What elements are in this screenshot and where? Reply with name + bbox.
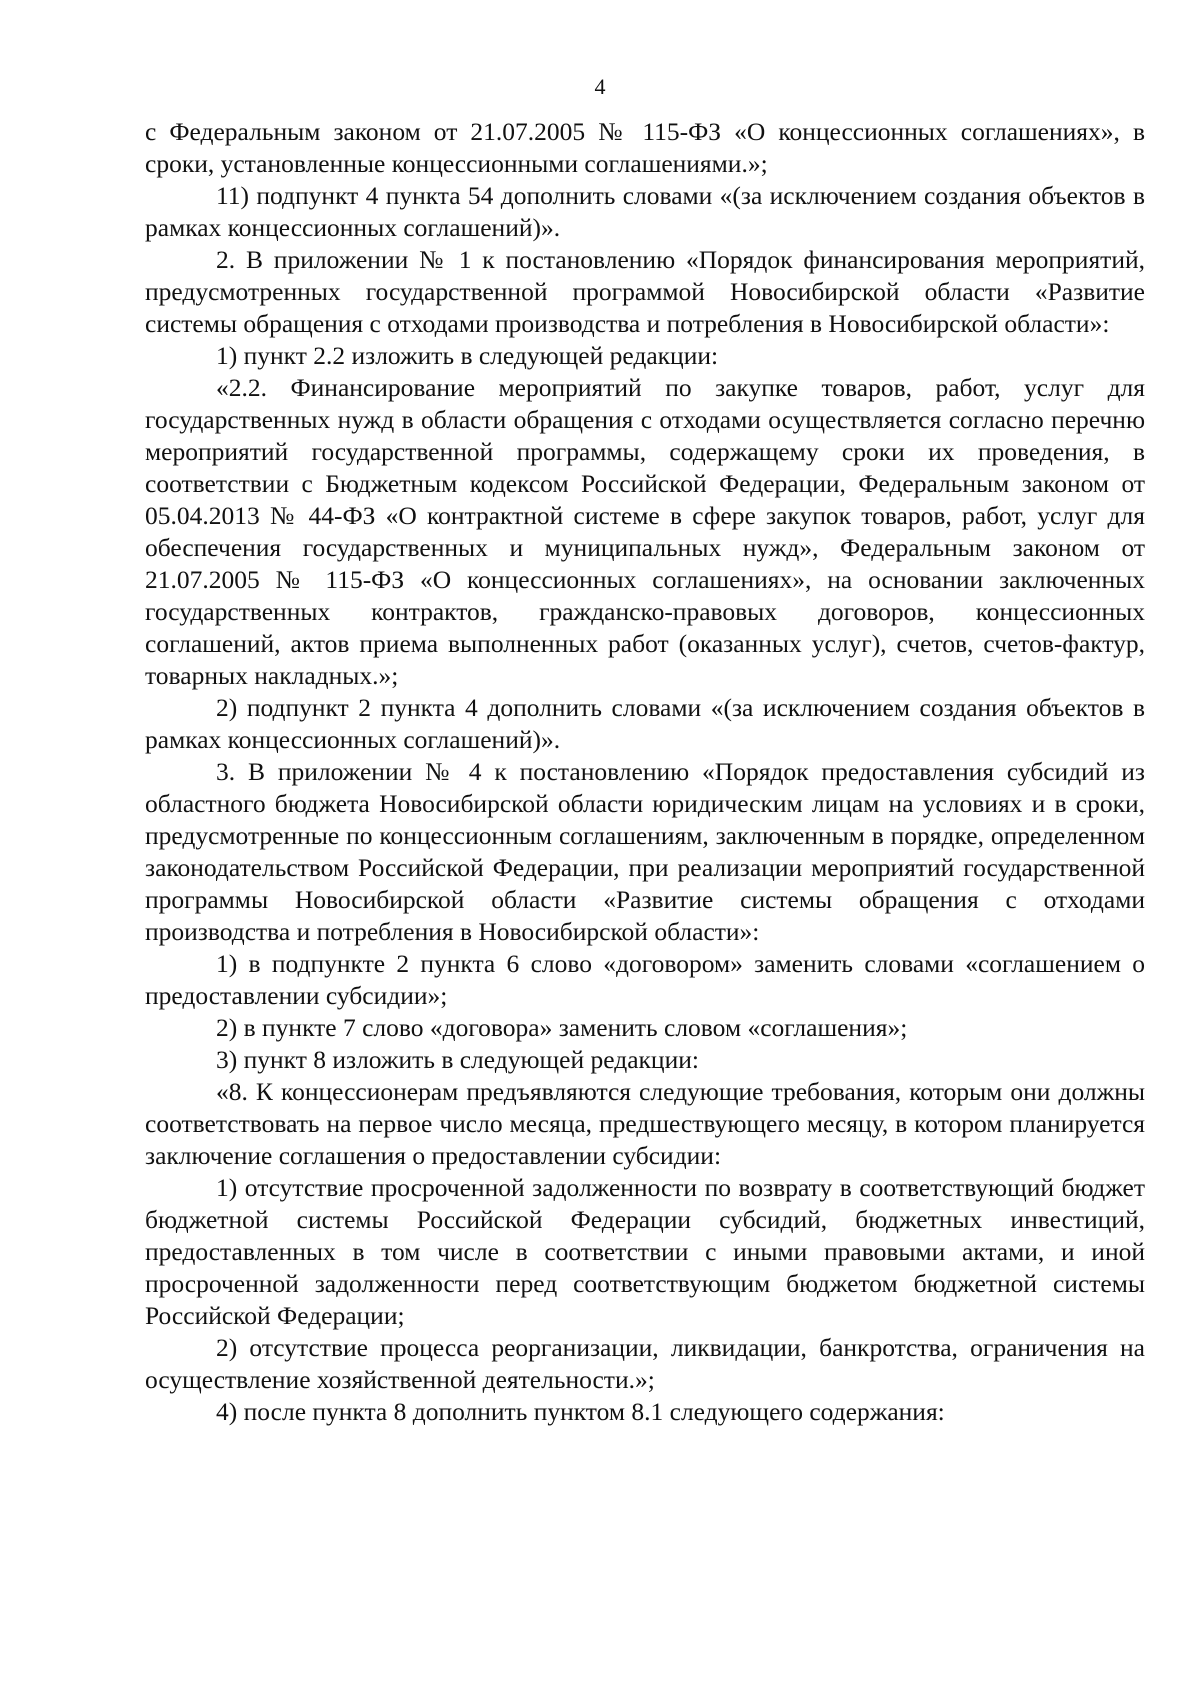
paragraph-clause-8: «8. К концессионерам предъявляются следующие требования, которым они должны соответствовать на первое число месяца, предшествующего месяцу, в котором планируется заключение соглашения о предоставлении субсидии: [145,1077,1145,1170]
document-body [145,116,1145,1428]
paragraph-section-3-item-2: 2) в пункте 7 слово «договора» заменить словом «соглашения»; [216,1013,908,1042]
paragraph-clause-8-item-1: 1) отсутствие просроченной задолженности по возврату в соответствующий бюджет бюджетной системы Российской Федерации субсидий, бюджетных инвестиций, предоставленных в том числе в соответствии с иными правовыми актами, и иной просроченной задолженности перед соответствующим бюджетом бюджетной системы Российской Федерации; [145,1173,1145,1330]
paragraph-item-11: 11) подпункт 4 пункта 54 дополнить словами «(за исключением создания объектов в рамках концессионных соглашений)». [145,181,1145,242]
paragraph-section-3-item-4: 4) после пункта 8 дополнить пунктом 8.1 следующего содержания: [216,1397,945,1426]
page-number: 4 [594,74,606,99]
paragraph-section-3-item-3: 3) пункт 8 изложить в следующей редакции: [216,1045,699,1074]
paragraph-clause-8-item-2: 2) отсутствие процесса реорганизации, ликвидации, банкротства, ограничения на осуществление хозяйственной деятельности.»; [145,1333,1145,1394]
paragraph-section-2-item-1: 1) пункт 2.2 изложить в следующей редакции: [216,341,719,370]
paragraph-section-2: 2. В приложении № 1 к постановлению «Порядок финансирования мероприятий, предусмотренных государственной программой Новосибирской области «Развитие системы обращения с отходами производства и потребления в Новосибирской области»: [145,245,1145,338]
paragraph-section-3-item-1: 1) в подпункте 2 пункта 6 слово «договором» заменить словами «соглашением о предоставлении субсидии»; [145,949,1145,1010]
paragraph-section-3: 3. В приложении № 4 к постановлению «Порядок предоставления субсидий из областного бюджета Новосибирской области юридическим лицам на условиях и в сроки, предусмотренные по концессионным соглашениям, заключенным в порядке, определенном законодательством Российской Федерации, при реализации мероприятий государственной программы Новосибирской области «Развитие системы обращения с отходами производства и потребления в Новосибирской области»: [145,757,1145,946]
paragraph-clause-2-2: «2.2. Финансирование мероприятий по закупке товаров, работ, услуг для государственных нужд в области обращения с отходами осуществляется согласно перечню мероприятий государственной программы, содержащему сроки их проведения, в соответствии с Бюджетным кодексом Российской Федерации, Федеральным законом от 05.04.2013 № 44-ФЗ «О контрактной системе в сфере закупок товаров, работ, услуг для обеспечения государственных и муниципальных нужд», Федеральным законом от 21.07.2005 № 115-ФЗ «О концессионных соглашениях», на основании заключенных государственных контрактов, гражданско-правовых договоров, концессионных соглашений, актов приема выполненных работ (оказанных услуг), счетов, счетов-фактур, товарных накладных.»; [145,373,1145,690]
paragraph-continuation: с Федеральным законом от 21.07.2005 № 115-ФЗ «О концессионных соглашениях», в сроки, установленные концессионными соглашениями.»; [145,117,1145,178]
paragraph-section-2-item-2: 2) подпункт 2 пункта 4 дополнить словами «(за исключением создания объектов в рамках концессионных соглашений)». [145,693,1145,754]
